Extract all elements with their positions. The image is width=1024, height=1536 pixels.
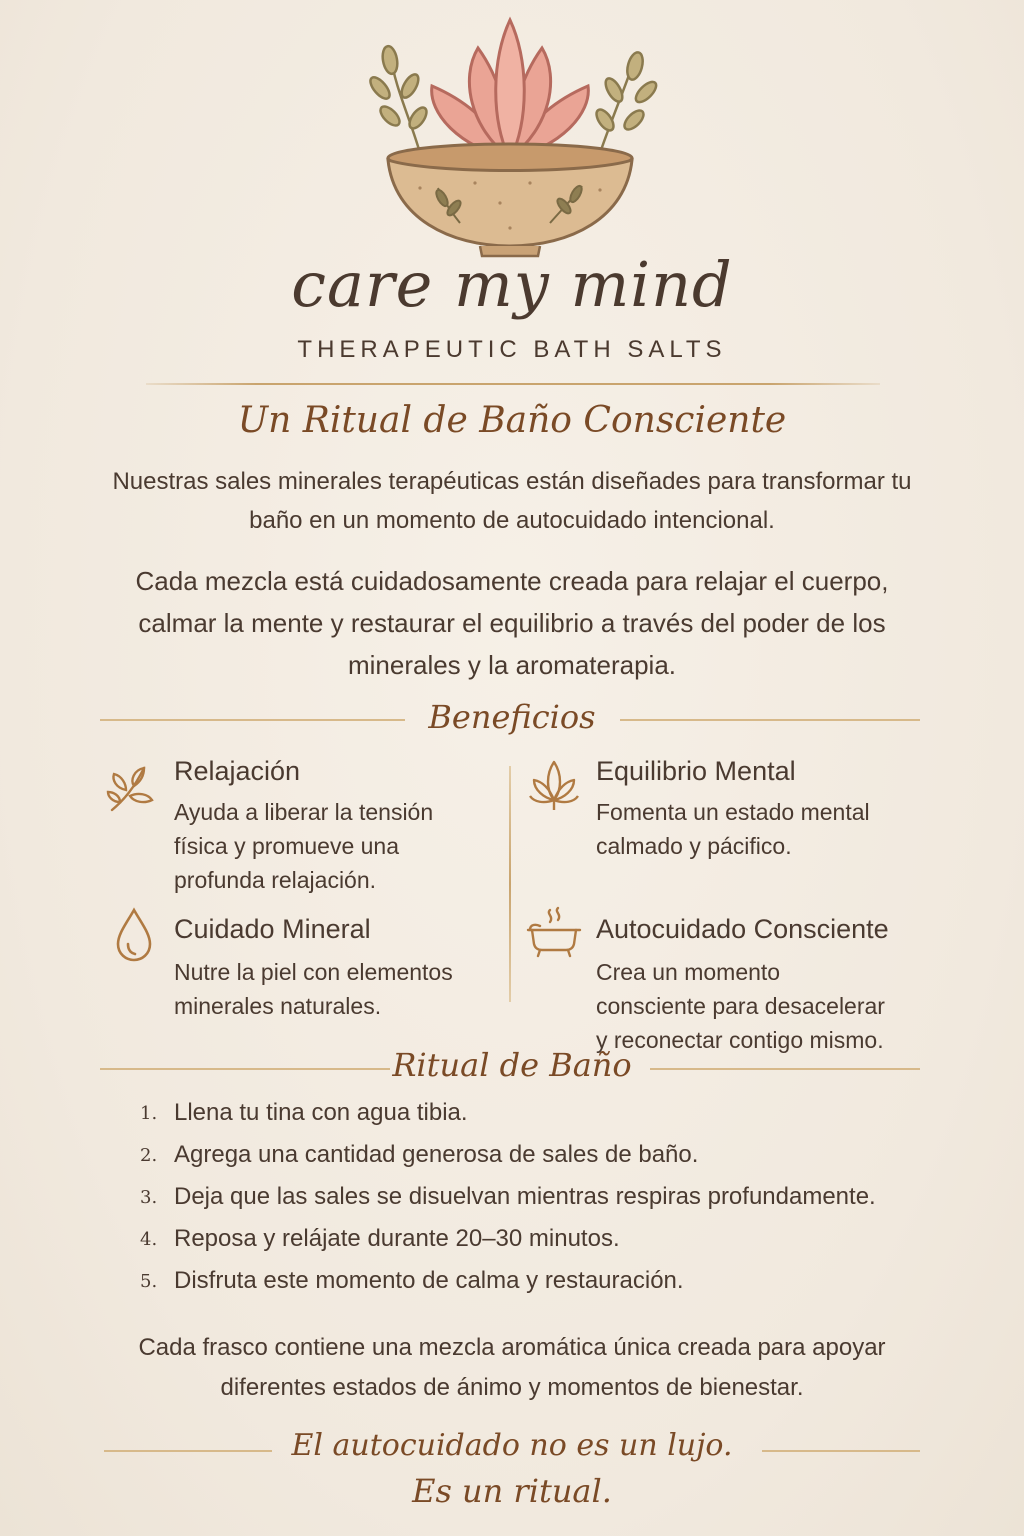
intro-paragraph-2: Cada mezcla está cuidadosamente creada para relajar el cuerpo, calmar la mente y restaurar el equilibrio a través del poder de los minerales y la aromaterapia. bbox=[135, 566, 889, 680]
benefits-heading: Beneficios bbox=[428, 698, 596, 736]
desc-line: profunda relajación. bbox=[174, 867, 377, 893]
benefit-equilibrio-desc bbox=[596, 795, 870, 863]
lotus-icon bbox=[526, 756, 582, 812]
desc-line: consciente para desacelerar bbox=[596, 993, 885, 1019]
benefit-equilibrio-title: Equilibrio Mental bbox=[596, 756, 796, 786]
bowl-icon bbox=[388, 144, 632, 256]
step-number: 5. bbox=[140, 1270, 158, 1292]
closing-quote-line-2: Es un ritual. bbox=[412, 1472, 612, 1510]
right-sprig-icon bbox=[593, 51, 659, 153]
step-text: Deja que las sales se disuelvan mientras respiras profundamente. bbox=[174, 1183, 876, 1210]
lotus-flower-icon bbox=[432, 20, 589, 160]
brand-tagline: THERAPEUTIC BATH SALTS bbox=[297, 336, 727, 363]
brand-name: care my mind bbox=[291, 248, 733, 321]
desc-line: Fomenta un estado mental bbox=[596, 799, 870, 825]
benefit-autocuidado-title: Autocuidado Consciente bbox=[596, 914, 889, 944]
leaf-sprig-icon bbox=[104, 760, 160, 816]
desc-line: calmado y pácifico. bbox=[596, 833, 792, 859]
ritual-steps-list bbox=[140, 1092, 940, 1302]
desc-line: Ayuda a liberar la tensión bbox=[174, 799, 434, 825]
benefit-mineral-desc bbox=[174, 955, 453, 1023]
benefit-relajacion-title: Relajación bbox=[174, 756, 301, 786]
desc-line: y reconectar contigo mismo. bbox=[596, 1027, 884, 1053]
step-number: 2. bbox=[140, 1144, 158, 1166]
benefits-divider-right bbox=[620, 719, 920, 721]
step-text: Agrega una cantidad generosa de sales de baño. bbox=[174, 1141, 699, 1168]
water-drop-icon bbox=[106, 906, 162, 962]
benefit-autocuidado-desc bbox=[596, 955, 885, 1057]
step-number: 3. bbox=[140, 1186, 158, 1208]
intro-paragraph-1: Nuestras sales minerales terapéuticas están diseñades para transformar tu baño en un momento de autocuidado intencional. bbox=[112, 468, 912, 534]
desc-line: física y promueve una bbox=[174, 833, 400, 859]
lotus-bowl-logo bbox=[350, 8, 670, 258]
benefit-mineral-title: Cuidado Mineral bbox=[174, 914, 371, 944]
benefits-vertical-divider bbox=[509, 766, 511, 1002]
closing-paragraph: Cada frasco contiene una mezcla aromática única creada para apoyar diferentes estados de ánimo y momentos de bienestar. bbox=[138, 1334, 886, 1401]
ritual-step bbox=[140, 1092, 940, 1134]
ritual-heading: Ritual de Baño bbox=[392, 1046, 632, 1084]
bathtub-icon bbox=[526, 906, 582, 962]
ritual-step bbox=[140, 1134, 940, 1176]
ritual-step bbox=[140, 1260, 940, 1302]
closing-quote-line-1: El autocuidado no es un lujo. bbox=[291, 1428, 733, 1463]
intro-title: Un Ritual de Baño Consciente bbox=[237, 400, 787, 441]
ritual-divider-right bbox=[650, 1068, 920, 1070]
desc-line: Crea un momento bbox=[596, 959, 781, 985]
benefit-relajacion-desc bbox=[174, 795, 433, 897]
left-sprig-icon bbox=[367, 45, 430, 153]
step-text: Reposa y relájate durante 20–30 minutos. bbox=[174, 1225, 620, 1252]
step-text: Llena tu tina con agua tibia. bbox=[174, 1099, 468, 1126]
step-text: Disfruta este momento de calma y restauración. bbox=[174, 1267, 684, 1294]
step-number: 4. bbox=[140, 1228, 158, 1250]
quote-divider-right bbox=[762, 1450, 920, 1452]
desc-line: minerales naturales. bbox=[174, 993, 382, 1019]
ritual-step bbox=[140, 1218, 940, 1260]
desc-line: Nutre la piel con elementos bbox=[174, 959, 453, 985]
step-number: 1. bbox=[140, 1102, 158, 1124]
header-divider bbox=[146, 383, 880, 385]
ritual-step bbox=[140, 1176, 940, 1218]
